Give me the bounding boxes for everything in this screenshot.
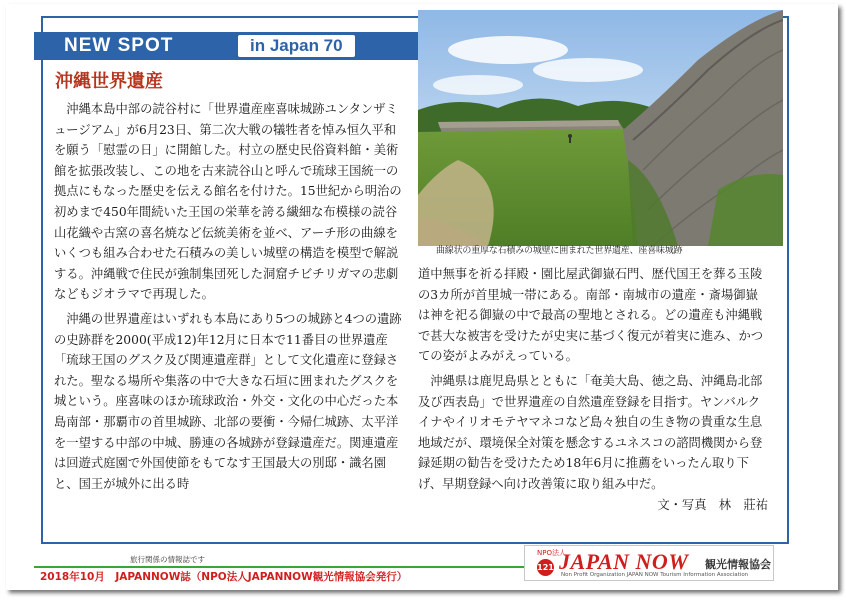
- castle-photo: [418, 10, 783, 246]
- logo-name: JAPAN NOW: [559, 549, 689, 574]
- paragraph: 沖縄本島中部の読谷村に「世界遺産座喜味城跡ユンタンザミュージアム」が6月23日、第二次大戦の犠牲者を悼み恒久平和を願う「慰霊の日」に開館した。村立の歴史民俗資料館・美術館を拡張改装し、この地を古来読谷山と呼んで琉球王国統一の拠点にもなった歴史を伝える館名を付けた。15世紀から明治の初めまで450年間続いた王国の栄華を誇る繊細な布模様の読谷山花織や古窯の喜名焼など伝統美術を並べ、アーチ形の曲線をいくつも組み合わせた石積みの美しい城壁の構造を模型で解説する。沖縄戦で住民が強制集団死した洞窟チビチリガマの悲劇などもジオラマで再現した。: [54, 102, 402, 302]
- castle-ruins-image: [418, 10, 783, 246]
- author-credit: 文・写真 林 莊祐: [657, 497, 768, 512]
- paragraph: 道中無事を祈る拝殿・園比屋武御嶽石門、歴代国王を葬る玉陵の3カ所が首里城一帯にある。南部・南城市の遺産・斎場御嶽は神を祀る御嶽の中で最高の聖地とされる。どの遺産も沖縄戦で甚大な被害を受けたが史実に基づく復元が着実に進み、かつての姿がよみがえっている。: [418, 267, 764, 364]
- article-title: 沖縄世界遺産: [55, 71, 163, 92]
- photo-caption: 曲線状の重厚な石積みの城壁に囲まれた世界遺産、座喜味城跡: [436, 246, 683, 256]
- logo-subtitle: Non Profit Organization JAPAN NOW Tourism Information Association: [561, 572, 749, 578]
- logo-badge: 121: [537, 559, 554, 576]
- paragraph: 沖縄県は鹿児島県とともに「奄美大島、徳之島、沖縄島北部及び西表島」で世界遺産の自然遺産登録を目指す。ヤンバルクイナやイリオモテヤマネコなど島々独自の生き物の貴重な生息地域だが、環境保全対策を懸念するユネスコの諮問機関から登録延期の勧告を受けたため18年6月に推薦をいったん取り下げ、早期登録へ向け改善策に取り組み中だ。: [418, 373, 763, 491]
- logo-npo-label: NPO法人: [537, 549, 566, 557]
- article-column-left: [54, 99, 406, 494]
- paragraph: 沖縄の世界遺産はいずれも本島にあり5つの城跡と4つの遺跡の史跡群を2000(平成12)年12月に日本で11番目の世界遺産「琉球王国のグスク及び関連遺産群」として文化遺産に登録された。聖なる場所や集落の中で大きな石垣に囲まれたグスクを城という。座喜味のほか琉球政治・外交・文化の中心だった本島南部・那覇市の首里城跡、北部の要衝・今帰仁城跡、太平洋を一望する中部の中城、勝連の各城跡が登録遺産だ。関連遺産は回遊式庭園で外国使節をもてなす王国最大の別邸・識名園と、国王が城外に出る時: [54, 311, 402, 491]
- article-column-right: [418, 264, 768, 515]
- section-banner: [34, 32, 422, 60]
- publication-note: 旅行関係の情報誌です: [130, 555, 205, 564]
- banner-label: NEW SPOT: [64, 35, 174, 56]
- banner-series: in Japan 70: [238, 35, 355, 57]
- issue-line: 2018年10月 JAPANNOW誌（NPO法人JAPANNOW観光情報協会発行）: [40, 571, 408, 583]
- japan-now-logo: [524, 545, 774, 581]
- logo-association: 観光情報協会: [705, 558, 771, 571]
